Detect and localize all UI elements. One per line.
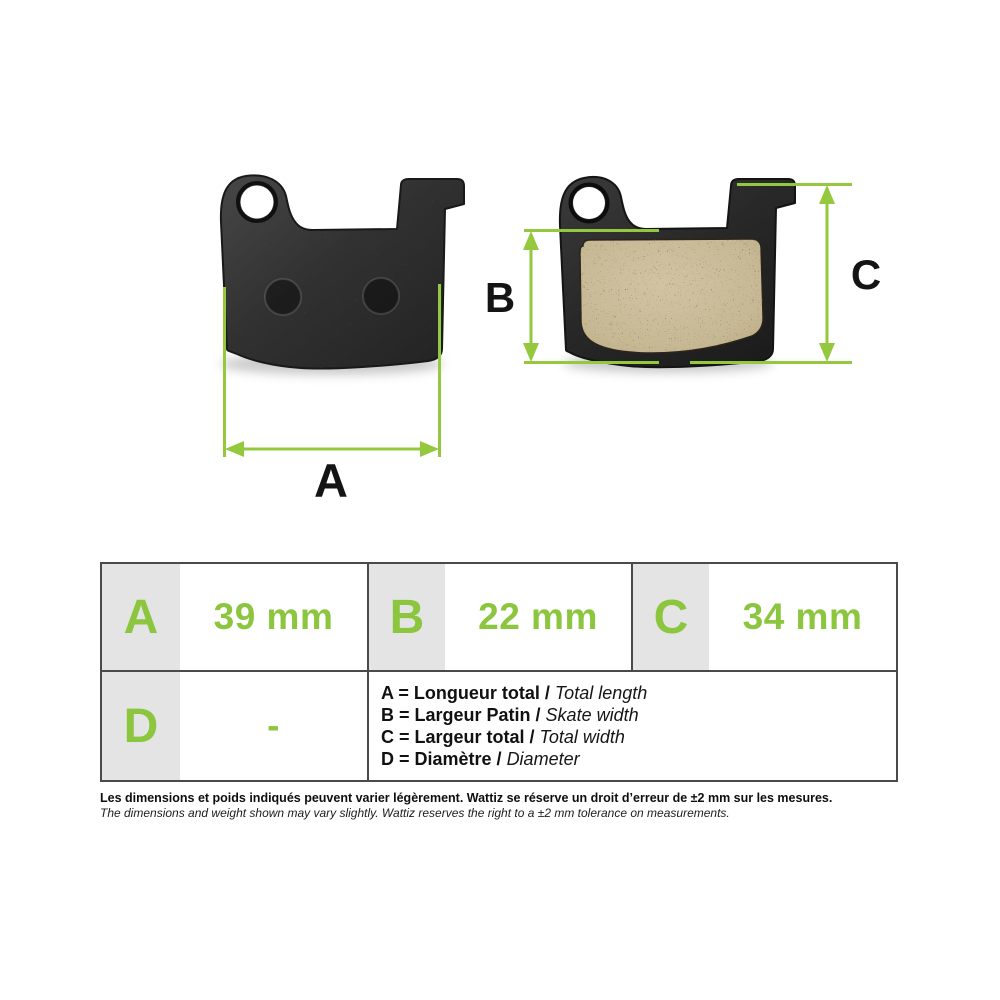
dim-value-c: 34 mm (742, 596, 863, 637)
dimensions-table-row-values (102, 564, 896, 672)
legend-line-d-fr: D = Diamètre / (381, 749, 507, 769)
legend-line-a-en: Total length (554, 683, 648, 703)
disclaimer-french: Les dimensions et poids indiqués peuvent varier légèrement. Wattiz se réserve un droit d’erreur de ±2 mm sur les mesures. (100, 791, 833, 805)
legend-line-d (381, 748, 580, 770)
legend-line-a-fr: A = Longueur total / (381, 683, 555, 703)
dim-label-b: B (367, 564, 445, 670)
dimension-c-arrowhead-top (819, 185, 835, 204)
dimension-b-arrowhead-top (523, 231, 539, 250)
dim-value-d: - (267, 705, 280, 746)
legend-line-b-en: Skate width (545, 705, 639, 725)
legend-line-c-fr: C = Largeur total / (381, 727, 540, 747)
measurement-disclaimer (100, 791, 920, 820)
legend-line-b (381, 704, 639, 726)
dimension-b-label: B (484, 274, 516, 321)
dim-label-d: D (102, 672, 180, 780)
legend-line-c-en: Total width (539, 727, 625, 747)
legend-line-a (381, 682, 647, 704)
dimension-a-arrowhead-right (420, 441, 439, 457)
legend-line-c (381, 726, 625, 748)
dimension-c-label: C (850, 251, 882, 298)
right-brake-pad-photo (555, 172, 805, 373)
dimensions-legend (367, 672, 896, 780)
disclaimer-english: The dimensions and weight shown may vary slightly. Wattiz reserves the right to a ±2 mm tolerance on measurements. (100, 806, 730, 820)
dim-label-c: C (631, 564, 709, 670)
dim-value-b: 22 mm (478, 596, 598, 637)
dimension-c-arrowhead-bottom (819, 343, 835, 362)
left-pad-recess-right (363, 278, 399, 314)
right-pad-mount-hole (573, 187, 605, 219)
left-pad-mount-hole (241, 186, 274, 219)
dimensions-table (100, 562, 898, 782)
left-pad-recess-left (265, 279, 301, 315)
dimension-b-arrowhead-bottom (523, 343, 539, 362)
left-brake-pad-photo (215, 170, 475, 375)
dimension-a-label: A (314, 454, 348, 507)
dim-value-a: 39 mm (213, 596, 334, 637)
legend-line-b-fr: B = Largeur Patin / (381, 705, 546, 725)
dim-label-a: A (102, 564, 180, 670)
legend-line-d-en: Diameter (506, 749, 580, 769)
dimension-a-arrowhead-left (225, 441, 244, 457)
dimensions-table-row-legend (102, 672, 896, 780)
